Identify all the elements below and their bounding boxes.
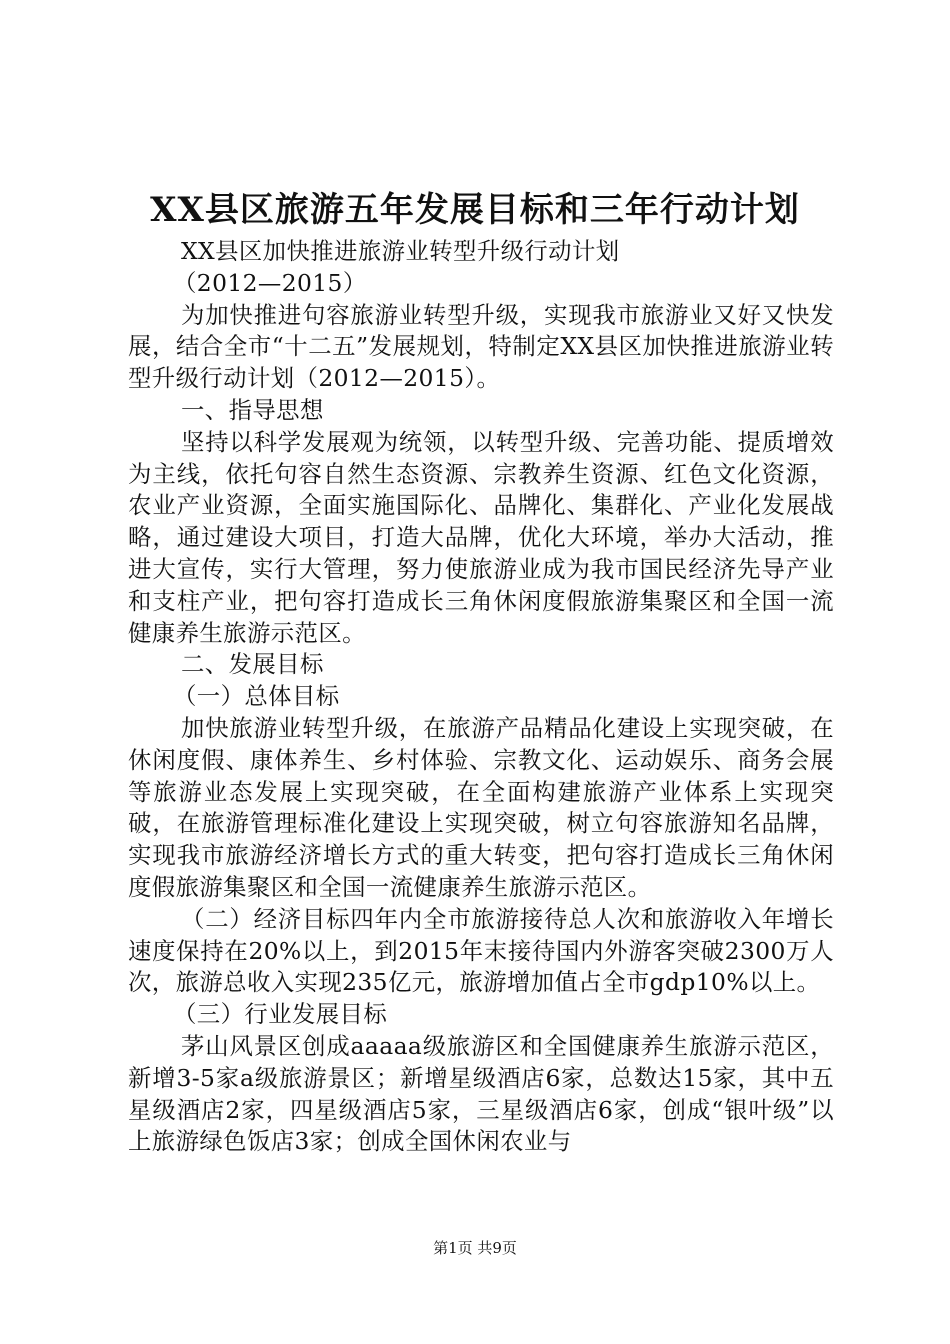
overall-goals-paragraph: 加快旅游业转型升级，在旅游产品精品化建设上实现突破，在休闲度假、康体养生、乡村体验、宗教文化、运动娱乐、商务会展等旅游业态发展上实现突破，在全面构建旅游产业体系上实现突破，在旅游管理标准化建设上实现突破，树立句容旅游知名品牌，实现我市旅游经济增长方式的重大转变，把句容打造成长三角休闲度假旅游集聚区和全国一流健康养生旅游示范区。 — [128, 713, 834, 901]
economic-goals-paragraph: （二）经济目标四年内全市旅游接待总人次和旅游收入年增长速度保持在20%以上，到2015年末接待国内外游客突破2300万人次，旅游总收入实现235亿元，旅游增加值占全市gdp10%以上。 — [128, 904, 834, 997]
subheading-overall-goals: （一）总体目标 — [173, 682, 340, 711]
subtitle: XX县区加快推进旅游业转型升级行动计划 — [181, 237, 620, 265]
document-title: XX县区旅游五年发展目标和三年行动计划 — [150, 190, 800, 230]
intro-paragraph: 为加快推进句容旅游业转型升级，实现我市旅游业又好又快发展，结合全市“十二五”发展规划，特制定XX县区加快推进旅游业转型升级行动计划（2012—2015）。 — [128, 300, 834, 393]
section-heading-guiding-ideology: 一、指导思想 — [181, 395, 324, 424]
section-heading-development-goals: 二、发展目标 — [181, 650, 324, 679]
document-body — [128, 236, 834, 1158]
guiding-ideology-paragraph: 坚持以科学发展观为统领，以转型升级、完善功能、提质增效为主线，依托句容自然生态资源、宗教养生资源、红色文化资源，农业产业资源，全面实施国际化、品牌化、集群化、产业化发展战略，通过建设大项目，打造大品牌，优化大环境，举办大活动，推进大宣传，实行大管理，努力使旅游业成为我市国民经济先导产业和支柱产业，把句容打造成长三角休闲度假旅游集聚区和全国一流健康养生旅游示范区。 — [128, 427, 834, 647]
page-number-footer: 第1页 共9页 — [433, 1239, 517, 1257]
industry-goals-paragraph: 茅山风景区创成aaaaa级旅游区和全国健康养生旅游示范区，新增3-5家a级旅游景区；新增星级酒店6家，总数达15家，其中五星级酒店2家，四星级酒店5家，三星级酒店6家，创成“银叶级”以上旅游绿色饭店3家；创成全国休闲农业与 — [128, 1031, 834, 1156]
subheading-industry-goals: （三）行业发展目标 — [173, 1000, 388, 1029]
date-range: （2012—2015） — [173, 268, 367, 297]
